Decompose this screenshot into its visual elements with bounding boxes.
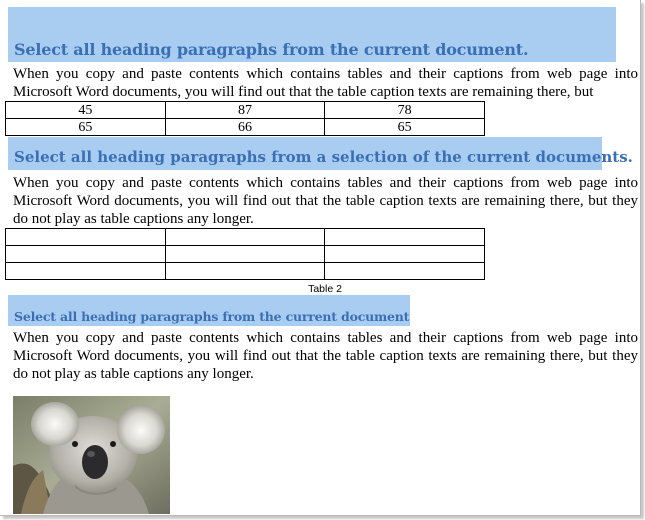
table-cell[interactable]: 78	[325, 102, 485, 119]
table-cell[interactable]: 66	[165, 119, 325, 136]
heading-2[interactable]	[8, 137, 633, 170]
table-2[interactable]	[5, 228, 485, 280]
table-cell[interactable]	[6, 263, 166, 280]
table-cell[interactable]: 45	[6, 102, 166, 119]
paragraph-2[interactable]: When you copy and paste contents which contains tables and their captions from web page into Microsoft Word documents, you will find out that the table caption texts are remaining there, but they do not play as table captions any longer.	[13, 175, 638, 227]
table-cell[interactable]	[6, 229, 166, 246]
table-cell[interactable]	[6, 246, 166, 263]
table-2-caption: Table 2	[308, 283, 342, 295]
table-cell[interactable]: 65	[6, 119, 166, 136]
table-row	[6, 263, 485, 280]
heading-3[interactable]	[8, 295, 410, 326]
paragraph-3[interactable]: When you copy and paste contents which contains tables and their captions from web page into Microsoft Word documents, you will find out that the table caption texts are remaining there, but they do not play as table captions any longer.	[13, 330, 638, 382]
table-row	[6, 246, 485, 263]
table-row	[6, 119, 485, 136]
heading-1-text: Select all heading paragraphs from the current document.	[14, 40, 529, 59]
table-cell[interactable]	[165, 246, 325, 263]
heading-1[interactable]	[8, 7, 616, 62]
table-cell[interactable]	[325, 246, 485, 263]
table-row	[6, 229, 485, 246]
table-cell[interactable]: 65	[325, 119, 485, 136]
table-cell[interactable]	[325, 229, 485, 246]
table-cell[interactable]	[325, 263, 485, 280]
paragraph-1[interactable]: When you copy and paste contents which contains tables and their captions from web page into Microsoft Word documents, you will find out that the table caption texts are remaining there, but	[13, 66, 638, 100]
table-1[interactable]	[5, 101, 485, 136]
table-row	[6, 102, 485, 119]
table-cell[interactable]	[165, 263, 325, 280]
heading-2-text: Select all heading paragraphs from a selection of the current documents.	[14, 148, 633, 166]
table-cell[interactable]: 87	[165, 102, 325, 119]
koala-image[interactable]	[13, 396, 170, 514]
table-cell[interactable]	[165, 229, 325, 246]
heading-3-text: Select all heading paragraphs from the current document	[14, 309, 410, 324]
